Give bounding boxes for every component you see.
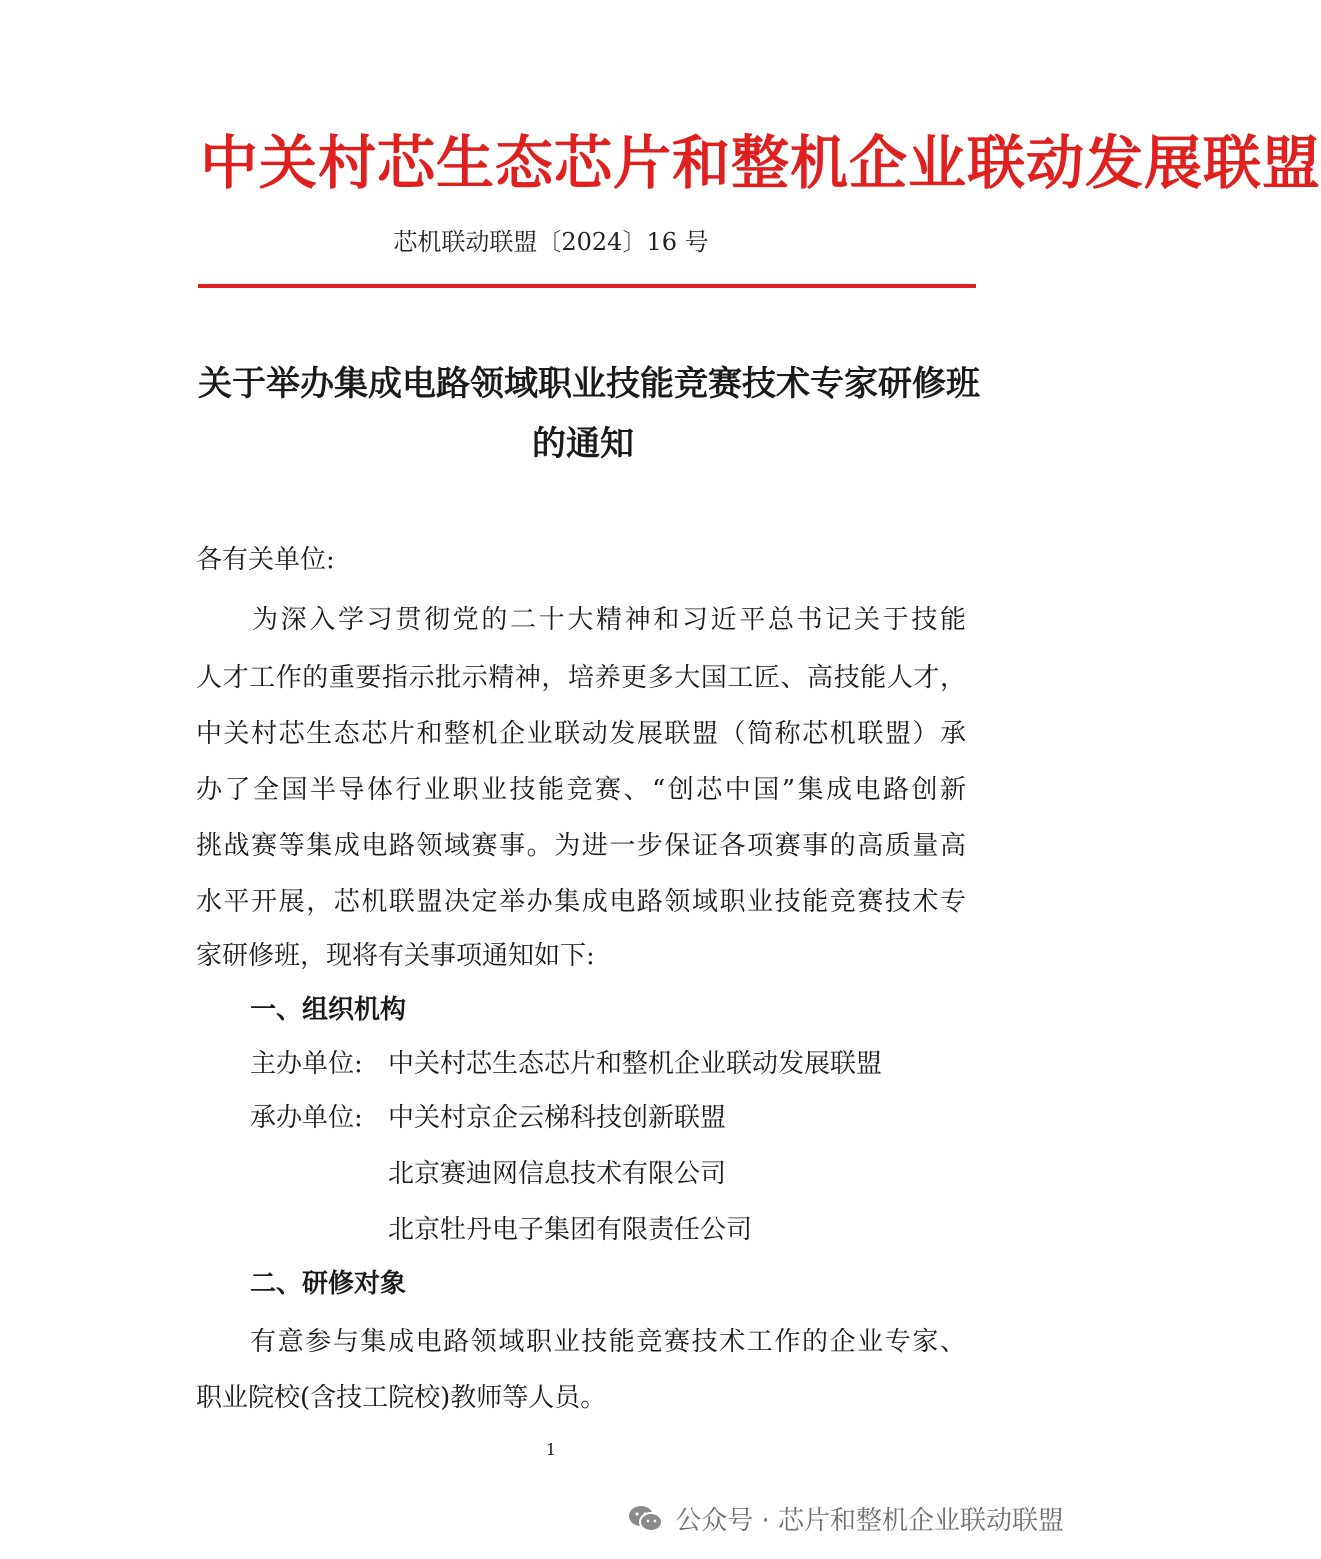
organizer-item: 北京牡丹电子集团有限责任公司 [388, 1215, 753, 1245]
participants-line: 职业院校(含技工院校)教师等人员。 [196, 1383, 607, 1413]
organizer-item: 北京赛迪网信息技术有限公司 [388, 1159, 727, 1189]
notice-title-line-2: 的通知 [532, 424, 634, 464]
host-value: 中关村芯生态芯片和整机企业联动发展联盟 [388, 1049, 883, 1079]
red-divider [198, 284, 976, 288]
host-label: 主办单位: [250, 1049, 363, 1079]
page-number: 1 [545, 1440, 557, 1459]
notice-title-line-1: 关于举办集成电路领域职业技能竞赛技术专家研修班 [198, 364, 980, 404]
organizer-item: 中关村京企云梯科技创新联盟 [388, 1103, 727, 1133]
salutation: 各有关单位: [196, 545, 335, 575]
wechat-icon [627, 1504, 665, 1534]
participants-line: 有意参与集成电路领域职业技能竞赛技术工作的企业专家、 [250, 1327, 966, 1357]
intro-line: 中关村芯生态芯片和整机企业联动发展联盟（简称芯机联盟）承 [196, 719, 966, 749]
organizer-label: 承办单位: [250, 1103, 363, 1133]
document-number: 芯机联动联盟〔2024〕16 号 [393, 228, 709, 256]
wechat-footer [627, 1500, 1064, 1537]
intro-line: 挑战赛等集成电路领域赛事。为进一步保证各项赛事的高质量高 [196, 831, 966, 861]
intro-line: 人才工作的重要指示批示精神，培养更多大国工匠、高技能人才， [196, 663, 966, 693]
section-heading-organization: 一、组织机构 [250, 995, 407, 1025]
intro-line: 办了全国半导体行业职业技能竞赛、“创芯中国”集成电路创新 [196, 775, 966, 805]
footer-text: 公众号 · 芯片和整机企业联动联盟 [675, 1506, 1064, 1536]
section-heading-participants: 二、研修对象 [250, 1269, 407, 1299]
intro-line: 为深入学习贯彻党的二十大精神和习近平总书记关于技能 [252, 605, 966, 635]
intro-line: 水平开展，芯机联盟决定举办集成电路领域职业技能竞赛技术专 [196, 887, 966, 917]
intro-line: 家研修班，现将有关事项通知如下: [196, 941, 595, 971]
organization-title: 中关村芯生态芯片和整机企业联动发展联盟 [200, 129, 1321, 197]
